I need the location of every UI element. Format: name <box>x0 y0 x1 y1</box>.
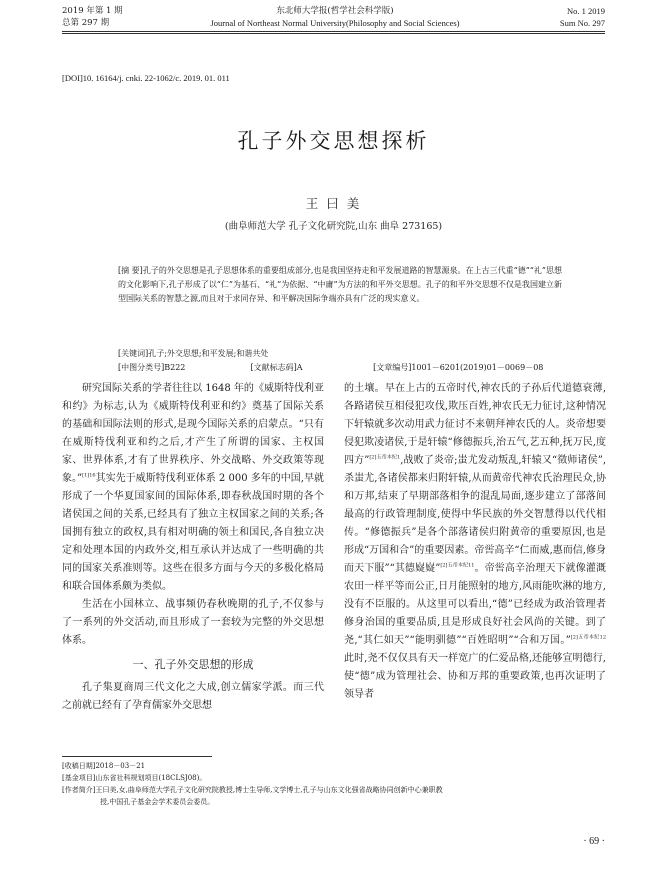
doi: [DOI]10. 16164/j. cnki. 22-1062/c. 2019. 01. 011 <box>62 73 230 83</box>
header-rule-top <box>62 31 605 32</box>
sum-no: Sum No. 297 <box>559 18 605 28</box>
issue-number: 2019 年第 1 期 <box>62 6 123 16</box>
paragraph: 的土壤。早在上古的五帝时代,神农氏的子孙后代道德衰薄,各路诸侯互相侵犯攻伐,欺压百姓,神农氏无力征讨,这种情况下轩辕就多次动用武力征讨不来朝拜神农氏的人。炎帝想要侵犯欺凌诸侯,于是轩辕“修德振兵,治五气,艺五种,抚万民,度四方”$^{[2]五帝本纪1}$,战败了炎帝;蚩尤发动叛乱,轩辕又“徵师诸侯”,杀蚩尤,各诸侯都来归附轩辕,从而黄帝代神农氏治理民众,协和万邦,结束了早期部落相争的混乱局面,逐步建立了部落间最高的行政管理制度,使得中华民族的外交智慧得以代代相传。“修德振兵”是各个部落诸侯归附黄帝的重要原因,也是形成“万国和合”的重要因素。帝喾高辛“仁而威,惠而信,修身而天下服”“其德嶷嶷”$^{[2]五帝本纪11}$。帝喾高辛治理天下就像灌溉农田一样平等而公正,日月能照射的地方,风雨能吹淋的地方,没有不臣服的。从这里可以看出,“德”已经成为政治管理者修身治国的重要品质,且是形成良好社会风尚的关键。到了尧,“其仁如天”“能明驯德”“百姓昭明”“合和万国。”$^{[2]五帝本纪12}$此时,尧不仅仅具有天一样宽广的仁爱品格,还能够宣明德行,使“德”成为管理社会、协和万邦的重要政策,也再次证明了领导者 <box>344 383 606 700</box>
article-number: [文章编号]1001－6201(2019)01－0069－08 <box>373 363 544 372</box>
citation: [2]五帝本纪11 <box>440 562 475 569</box>
footnotes <box>62 760 605 808</box>
journal-name-chinese: 东北师大学报(哲学社会科学版) <box>276 6 394 16</box>
issue-no: No. 1 2019 <box>566 6 605 16</box>
abstract <box>118 264 562 306</box>
header-rule-bottom <box>62 33 605 34</box>
paragraph: 研究国际关系的学者往往以 1648 年的《威斯特伐利亚和约》为标志,认为《威斯特伐利亚和约》奠基了国际关系的基础和国际法则的形式,是现今国际关系的启蒙点。“只有在威斯特伐利亚和约之后,才产生了所谓的国家、主权国家、世界体系,才有了世界秩序、外交战略、外交政策等现象。”$^{[1]16}$其实先于威斯特伐利亚体系 2 000 多年的中国,早就形成了一个华夏国家间的国际体系,即春秋战国时期的各个诸侯国之间的关系,已经具有了独立主权国家之间的关系;各国拥有独立的政权,具有相对明确的领土和国民,各自独立决定和处理本国的内政外交,相互承认并达成了一些明确的共同的国家关系准则等。这些在很多方面与今天的多极化格局和联合国体系颇为类似。 <box>62 383 324 592</box>
keywords: [关键词]孔子;外交思想;和平发展;和谐共处 <box>118 349 269 358</box>
journal-name-english: Journal of Northeast Normal University(Philosophy and Social Sciences) <box>210 18 460 28</box>
paragraph: 生活在小国林立、战事频仍春秋晚期的孔子,不仅参与了一系列的外交活动,而且形成了一套较为完整的外交思想体系。 <box>62 599 324 646</box>
classification-number: [中图分类号]B222 <box>118 363 186 372</box>
total-issue-number: 总第 297 期 <box>62 18 110 28</box>
author-name: 王 曰 美 <box>305 196 362 211</box>
citation: [2]五帝本纪1 <box>369 454 401 461</box>
journal-name-header <box>150 5 520 29</box>
author-bio: [作者简介]王曰美,女,曲阜师范大学孔子文化研究院教授,博士生导师,文学博士,孔子与山东文化强省战略协同创新中心兼职教 <box>62 786 443 794</box>
section-heading: 一、孔子外交思想的形成 <box>132 658 254 671</box>
received-date: [收稿日期]2018－03－21 <box>62 762 146 770</box>
citation: [2]五帝本纪12 <box>570 634 606 641</box>
abstract-text: 孔子的外交思想是孔子思想体系的重要组成部分,也是我国坚持走和平发展道路的智慧源泉。在上古三代重“德”“礼”思想的文化影响下,孔子形成了以“仁”为基石、“礼”为依据、“中庸”为方法的和平外交思想。孔子的和平外交思想不仅是我国建立新型国际关系的智慧之源,而且对于求同存异、和平解决国际争端亦具有广泛的现实意义。 <box>118 266 562 303</box>
footnote-rule <box>62 756 212 757</box>
document-code: [文献标志码]A <box>250 363 303 372</box>
article-title: 孔子外交思想探析 <box>237 129 430 153</box>
paragraph: 孔子集夏商周三代文化之大成,创立儒家学派。而三代之前就已经有了孕育儒家外交思想 <box>62 682 324 711</box>
article-metadata <box>118 347 578 375</box>
citation: [1]16 <box>82 472 96 479</box>
author-affiliation: (曲阜师范大学 孔子文化研究院,山东 曲阜 273165) <box>224 221 443 232</box>
page-number: · 69 · <box>583 836 605 847</box>
journal-issue-header <box>62 5 123 29</box>
body-left-column <box>62 380 324 715</box>
abstract-label: [摘 要] <box>118 266 143 275</box>
body-right-column <box>344 380 606 704</box>
issue-number-english <box>560 5 605 29</box>
fund-project: [基金项目]山东省社科规划项目(18CLSJ08)。 <box>62 774 207 782</box>
author-bio-cont: 授,中国孔子基金会学术委员会委员。 <box>100 798 215 806</box>
